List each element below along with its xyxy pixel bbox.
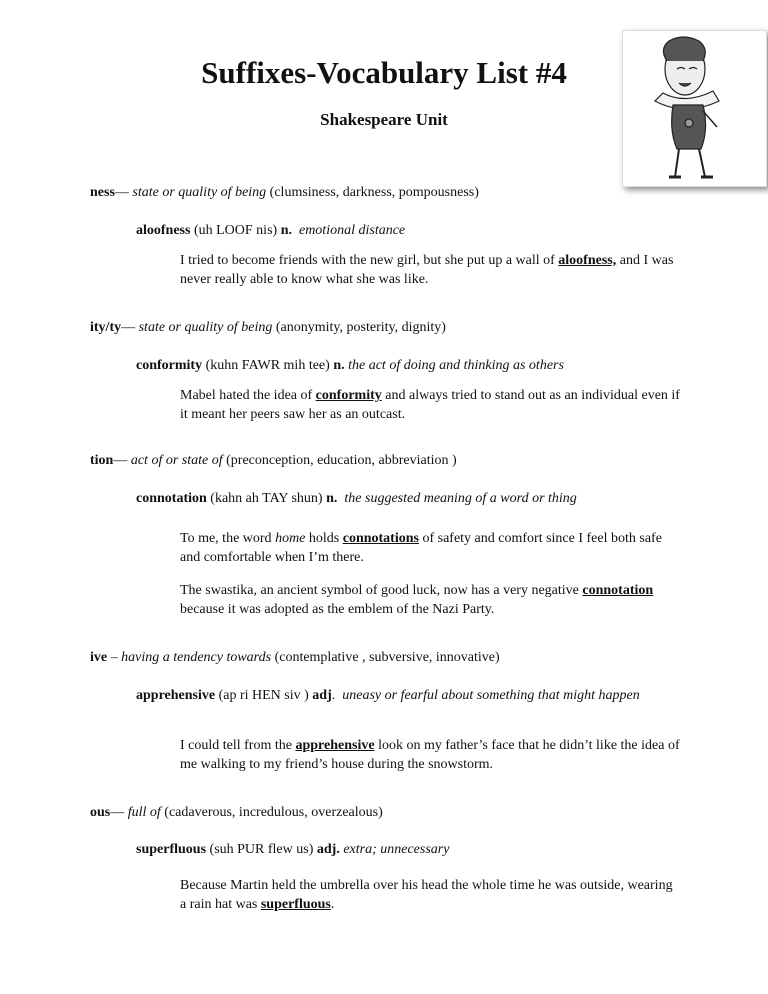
suffix-label: ity/ty: [90, 320, 122, 335]
part-of-speech: adj: [312, 688, 332, 703]
vocab-word-conformity: [136, 356, 676, 375]
vocab-highlight: superfluous: [260, 897, 331, 912]
suffix-examples: (preconception, education, abbreviation ): [222, 453, 457, 468]
suffix-meaning: state or quality of being: [138, 320, 273, 335]
vocab-word-superfluous: [136, 840, 676, 859]
part-of-speech: n.: [280, 223, 292, 238]
vocab-highlight: apprehensive: [295, 738, 375, 753]
pronunciation: (kuhn FAWR mih tee): [202, 358, 334, 373]
definition: the suggested meaning of a word or thing: [344, 491, 577, 506]
suffix-examples: (cadaverous, incredulous, overzealous): [160, 805, 383, 820]
definition: emotional distance: [298, 223, 406, 238]
page-subtitle: Shakespeare Unit: [320, 110, 448, 129]
suffix-meaning: state or quality of being: [132, 185, 267, 200]
vocab-word-connotation: [136, 489, 676, 508]
suffix-examples: (anonymity, posterity, dignity): [272, 320, 446, 335]
example-sentence: The swastika, an ancient symbol of good luck, now has a very negative connotation because it was adopted as the emblem of the Nazi Party.: [180, 583, 654, 617]
vocab-word: aloofness: [136, 223, 191, 238]
vocab-word: apprehensive: [136, 688, 216, 703]
part-of-speech: adj.: [316, 842, 340, 857]
vocab-highlight: connotations: [342, 531, 419, 546]
suffix-meaning: act of or state of: [130, 453, 223, 468]
vocab-word-aloofness: [136, 221, 676, 240]
vocab-word: conformity: [136, 358, 203, 373]
definition: extra; unnecessary: [343, 842, 450, 857]
suffix-examples: (contemplative , subversive, innovative): [271, 650, 500, 665]
part-of-speech: n.: [333, 358, 345, 373]
shakespeare-caricature-icon: [623, 31, 766, 186]
pronunciation: (uh LOOF nis): [190, 223, 281, 238]
suffix-entry-ive: ive – having a tendency towards (contemplative , subversive, innovative): [90, 650, 500, 665]
suffix-examples: (clumsiness, darkness, pompousness): [266, 185, 479, 200]
suffix-entry-ity: ity/ty— state or quality of being (anonymity, posterity, dignity): [90, 320, 446, 335]
suffix-meaning: full of: [127, 805, 161, 820]
definition: the act of doing and thinking as others: [348, 358, 564, 373]
suffix-entry-ous: ous— full of (cadaverous, incredulous, overzealous): [90, 805, 383, 820]
example-sentence: Mabel hated the idea of conformity and always tried to stand out as an individual even if it meant her peers saw her as an outcast.: [180, 388, 680, 422]
shakespeare-portrait: [622, 30, 767, 187]
pronunciation: (ap ri HEN siv ): [215, 688, 313, 703]
vocab-word: superfluous: [136, 842, 207, 857]
vocab-highlight: connotation: [582, 583, 654, 598]
example-sentence: I tried to become friends with the new girl, but she put up a wall of aloofness, and I was never really able to know what she was like.: [180, 253, 674, 287]
pronunciation: (suh PUR flew us): [206, 842, 317, 857]
example-sentence: Because Martin held the umbrella over his head the whole time he was outside, wearing a rain hat was superfluous.: [180, 878, 673, 912]
suffix-label: ness: [90, 185, 115, 200]
page-title: Suffixes-Vocabulary List #4: [201, 55, 567, 90]
suffix-entry-ness: ness— state or quality of being (clumsiness, darkness, pompousness): [90, 185, 479, 200]
vocab-word: connotation: [136, 491, 207, 506]
suffix-label: ous: [90, 805, 111, 820]
suffix-meaning: having a tendency towards: [121, 650, 272, 665]
pronunciation: (kahn ah TAY shun): [206, 491, 327, 506]
suffix-label: ive: [90, 650, 108, 665]
vocab-highlight: aloofness,: [558, 253, 617, 268]
suffix-entry-tion: tion— act of or state of (preconception, education, abbreviation ): [90, 453, 457, 468]
vocab-highlight: conformity: [315, 388, 382, 403]
example-sentence: To me, the word home holds connotations of safety and comfort since I feel both safe and comfortable when I’m there.: [180, 531, 662, 565]
part-of-speech: n.: [326, 491, 338, 506]
example-sentence: I could tell from the apprehensive look on my father’s face that he didn’t like the idea of me walking to my friend’s house during the snowstorm.: [180, 738, 680, 772]
suffix-label: tion: [90, 453, 114, 468]
definition: uneasy or fearful about something that might happen: [342, 688, 640, 703]
vocab-word-apprehensive: apprehensive (ap ri HEN siv ) adj. uneasy or fearful about something that might happen: [136, 688, 640, 703]
